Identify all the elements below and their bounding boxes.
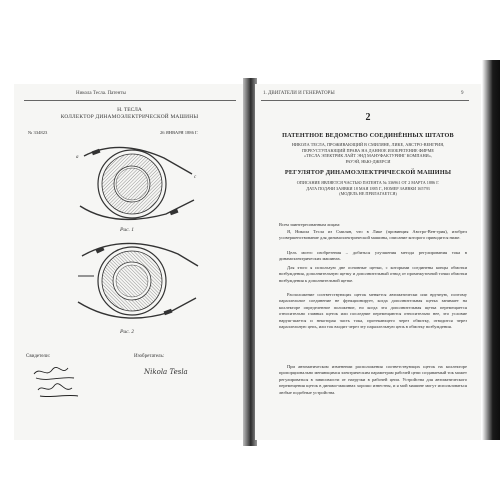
assignment-block — [255, 142, 481, 164]
figure-2-drawing — [74, 236, 204, 326]
inventor-signature: Nikola Tesla — [144, 368, 188, 376]
figure-1-caption: Рис. 1 — [120, 227, 135, 233]
assignment-line: РАУЭЙ, НЬЮ-ДЖЕРСИ — [345, 158, 391, 164]
right-page-number: 9 — [461, 91, 464, 96]
witness-signatures — [28, 364, 88, 404]
spec-line: (МОДЕЛЬ НЕ ПРИЛАГАЕТСЯ) — [339, 191, 397, 197]
left-running-head: Никола Тесла. Патенты — [76, 91, 126, 96]
witnesses-label: Свидетели: — [26, 354, 51, 359]
svg-text:c: c — [194, 175, 197, 180]
assignment-line: ПЕРЕУСТУПАЮЩИЙ ПРАВА НА ДАННОЕ ИЗОБРЕТЕНИЕ ФИРМЕ — [301, 147, 435, 153]
chapter-number: 2 — [365, 112, 371, 123]
left-header-rule — [24, 100, 236, 101]
right-page — [255, 84, 481, 440]
figure-1-drawing — [74, 144, 204, 224]
assignment-line: НИКОЛА ТЕСЛА, ПРОЖИВАЮЩИЙ В СМИЛЯНЕ, ЛИКЕ, АВСТРО-ВЕНГРИЯ, — [291, 142, 445, 147]
paragraph-intro: Я, Никола Тесла из Смилян, что в Лике (провинция Австро-Вен-грия), изобрел усовершенствование для динамоэлектрической машины, описание которого приводится ниже. — [279, 229, 467, 241]
assignment-line: «ТЕСЛА ЭЛЕКТРИК ЛАЙТ ЭНД МАНУФАКТУРИНГ КОМПАНИ», — [303, 153, 433, 159]
paragraph-purpose: Цель моего изобретения – добиться улучшения метода регулирования тока в динамоэлектрических машинах. — [279, 250, 467, 262]
paragraph-automatic: При автоматическом изменении расположения соответствующих щеток на коллекторе пропорционально меняющимся электрическим параметрам рабочей цепи создаваемый ток может регулироваться в зависимости от нагрузки в рабочей цепи. Устройства для автоматического перемещения щеток в динамо-машинах хорошо известны, и я мой машине могут использоваться любые подобные устройства. — [279, 364, 467, 395]
left-page — [14, 84, 245, 440]
paragraph-arrangement: Расположение соответствующих щеток меняется автоматически или вручную, поэтому параллельное соединение не функционирует, когда дополнительная щетка занимает на коллекторе определенное положение, но когда эта дополнительная щетка перемещается относительно главных щеток или последние перемещаются относительно нее, это условие наруш-шается и некоторая часть тока, протекающего через обмотку, отводится через параллельную цепь, или ток входит через эту параллельную цепь в обмотку возбуждения. — [279, 292, 467, 330]
patent-title: КОЛЛЕКТОР ДИНАМОЭЛЕКТРИЧЕСКОЙ МАШИНЫ — [60, 114, 199, 120]
paragraph-greeting: Всем заинтересованным лицам: — [279, 222, 341, 227]
spec-line: ОПИСАНИЕ ЯВЛЯЕТСЯ ЧАСТЬЮ ПАТЕНТА № 336961 ОТ 2 МАРТА 1886 Г. — [296, 180, 440, 185]
patent-office: ПАТЕНТНОЕ ВЕДОМСТВО СОЕДИНЁННЫХ ШТАТОВ — [282, 132, 454, 139]
regulator-title: РЕГУЛЯТОР ДИНАМОЭЛЕКТРИЧЕСКОЙ МАШИНЫ — [284, 169, 452, 176]
figure-2-caption: Рис. 2 — [120, 329, 135, 335]
right-header-rule — [261, 100, 469, 101]
svg-text:a: a — [76, 155, 79, 160]
paragraph-brushes: Для этого я использую две основные щетки, с которыми соединены концы обмотки возбуждения, дополнительную щетку и дополнительный отвод от промежуточной точки обмотки возбуждения к дополнительной щетке. — [279, 265, 467, 283]
scan-dark-edge — [482, 60, 500, 440]
right-running-head: 1. ДВИГАТЕЛИ И ГЕНЕРАТОРЫ — [263, 91, 335, 96]
patent-author: Н. ТЕСЛА — [117, 107, 142, 113]
patent-number: № 334823 — [28, 130, 48, 135]
spec-line: ДАТА ПОДАЧИ ЗАЯВКИ 18 МАЯ 1885 Г., НОМЕР ЗАЯВКИ 165793 — [306, 185, 430, 191]
inventor-label: Изобретатель: — [134, 354, 165, 359]
patent-date: 26 ЯНВАРЯ 1886 Г. — [160, 130, 199, 135]
spec-block — [255, 180, 481, 197]
